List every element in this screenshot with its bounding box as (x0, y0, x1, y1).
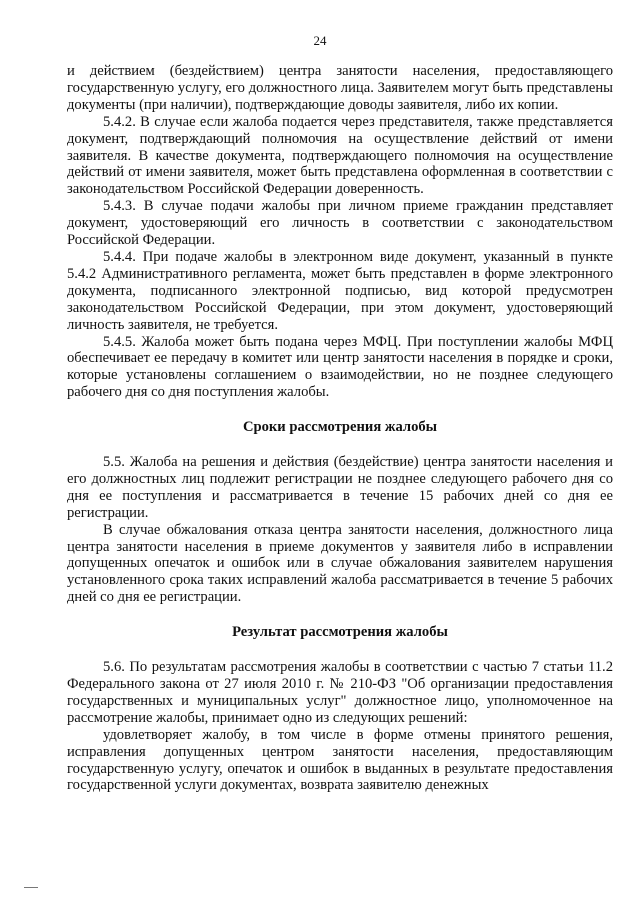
paragraph-5-5-appeal: В случае обжалования отказа центра занятости населения, должностного лица центра занятости населения в приеме документов у заявителя либо в исправлении допущенных опечаток и ошибок или в случае обжалования заявителем нарушения установленного срока таких исправлений жалоба рассматривается в течение 5 рабочих дней со дня ее регистрации. (67, 521, 613, 606)
spacer (67, 641, 613, 659)
section-heading-review-terms: Сроки рассмотрения жалобы (242, 419, 438, 436)
paragraph-5-4-4: 5.4.4. При подаче жалобы в электронном виде документ, указанный в пункте 5.4.2 Административного регламента, может быть представлен в форме электронного документа, подписанного электронной подписью, вид которой предусмотрен законодательством Российской Федерации, при этом документ, удостоверяющий личность заявителя, не требуется. (67, 248, 613, 333)
paragraph-satisfies-complaint: удовлетворяет жалобу, в том числе в форме отмены принятого решения, исправления допущенных центром занятости населения, предоставляющим государственную услугу, опечаток и ошибок в выданных в результате предоставления государственной услуги документах, возврата заявителю денежных (67, 726, 613, 794)
paragraph-continuation: и действием (бездействием) центра занятости населения, предоставляющего государственную услугу, его должностного лица. Заявителем могут быть представлены документы (при наличии), подтверждающие доводы заявителя, либо их копии. (67, 63, 613, 113)
paragraph-5-4-2: 5.4.2. В случае если жалоба подается через представителя, также представляется документ, подтверждающий полномочия на осуществление действий от имени заявителя. В качестве документа, подтверждающего полномочия на осуществление действий от имени заявителя, может быть представлена оформленная в соответствии с законодательством Российской Федерации доверенность. (67, 113, 613, 198)
spacer (67, 606, 613, 624)
paragraph-5-4-3: 5.4.3. В случае подачи жалобы при личном приеме гражданин представляет документ, удостоверяющий его личность в соответствии с законодательством Российской Федерации. (67, 198, 613, 249)
scan-artifact-mark (24, 887, 38, 888)
paragraph-5-4-5: 5.4.5. Жалоба может быть подана через МФЦ. При поступлении жалобы МФЦ обеспечивает ее передачу в комитет или центр занятости населения в порядке и сроки, которые установлены соглашением о взаимодействии, но не позднее следующего рабочего дня со дня поступления жалобы. (67, 333, 613, 401)
spacer (67, 436, 613, 454)
page-number: 24 (313, 33, 327, 48)
spacer (67, 401, 613, 419)
page-body (67, 63, 613, 794)
paragraph-5-5: 5.5. Жалоба на решения и действия (бездействие) центра занятости населения и его должностных лиц подлежит регистрации не позднее следующего рабочего дня со дня ее поступления и рассматривается в течение 15 рабочих дней со дня ее регистрации. (67, 454, 613, 521)
paragraph-5-6: 5.6. По результатам рассмотрения жалобы в соответствии с частью 7 статьи 11.2 Федерального закона от 27 июля 2010 г. № 210-ФЗ "Об организации предоставления государственных и муниципальных услуг" должностное лицо, уполномоченное на рассмотрение жалобы, принимает одно из следующих решений: (67, 659, 613, 726)
section-heading-review-result: Результат рассмотрения жалобы (232, 624, 448, 641)
